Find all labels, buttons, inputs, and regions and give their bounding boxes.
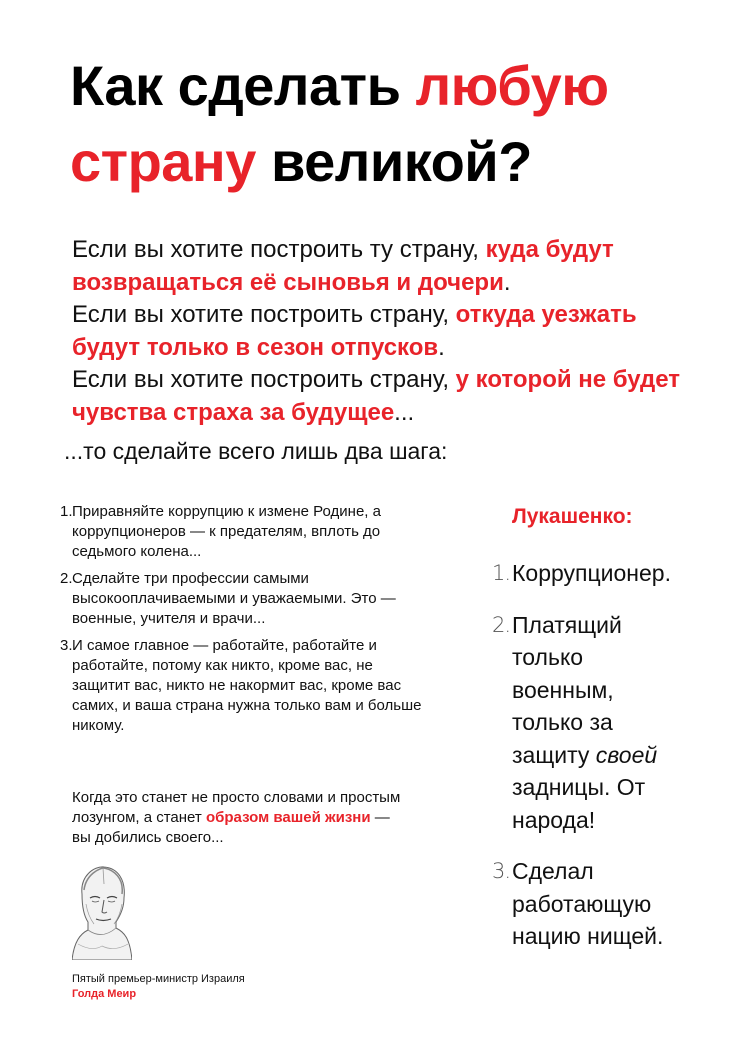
intro-line-3 [72,364,692,429]
right-list-item [490,557,720,590]
step-text: Сделайте три профессии самыми высокооплачиваемыми и уважаемыми. Это — военные, учителя и врачи... [72,570,396,627]
right-item-number: 3. [491,859,510,883]
step-item [60,502,430,562]
quote-text: Когда это станет не просто словами и простым лозунгом, а станет [72,789,401,826]
intro-punct: . [503,268,511,296]
step-number: 2. [60,570,73,587]
intro-highlight: откуда уезжать будут только в сезон отпусков [72,301,637,361]
closing-quote [72,788,402,848]
right-list-item [490,609,720,837]
step-text: И самое главное — работайте, работайте и работайте, потому как никто, кроме вас, не защитит вас, никто не накормит вас, кроме вас самих, и ваша страна нужна только вам и больше никому. [72,637,422,734]
call-to-action: ...то сделайте всего лишь два шага: [64,438,448,464]
quote-highlight: образом вашей жизни [205,809,371,826]
step-item [60,636,430,736]
step-item [60,569,430,629]
right-list-item [490,855,720,953]
right-item-text: Коррупционер. [512,560,671,586]
intro-paragraph [72,234,692,429]
intro-plain-text: Если вы хотите построить страну, [72,366,456,393]
caption-name: Голда Меир [72,988,137,1000]
portrait-icon [72,864,132,960]
intro-highlight: у которой не будет чувства страха за будущее [72,366,681,426]
steps-list [60,502,430,743]
intro-line-2 [72,299,692,364]
intro-punct: ... [394,398,415,426]
intro-plain-text: Если вы хотите построить ту страну, [72,236,486,263]
intro-highlight: куда будут возвращаться её сыновья и дочери [72,236,614,296]
portrait-caption [72,972,245,1002]
right-item-text [512,609,682,837]
right-item-number: 1. [491,561,510,585]
right-heading: Лукашенко: [512,505,633,528]
intro-plain-text: Если вы хотите построить страну, [72,301,456,328]
step-number: 1. [60,503,73,520]
intro-line-1 [72,234,692,299]
step-text: Приравняйте коррупцию к измене Родине, а коррупционеров — к предателям, вплоть до седьмого колена... [72,503,381,560]
right-item-number: 2. [491,612,510,637]
title-part-4: великой? [255,130,532,193]
step-number: 3. [60,637,73,654]
right-item-text-part: Платящий только военным, только за защиту [512,611,622,768]
right-item-italic: своей [595,741,658,768]
right-item-text-part: задницы. От народа! [512,774,646,833]
right-item-text: Сделал работающую нацию нищей. [512,858,664,949]
intro-punct: . [438,333,445,361]
quote-text-end: — вы добились своего... [72,809,390,846]
title-highlight-1: любую [415,54,609,117]
title-part-1: Как сделать [70,54,416,117]
right-column [490,502,720,953]
title-highlight-2: страну [70,130,256,193]
page-title [70,48,710,200]
caption-role: Пятый премьер-министр Израиля [72,973,245,985]
